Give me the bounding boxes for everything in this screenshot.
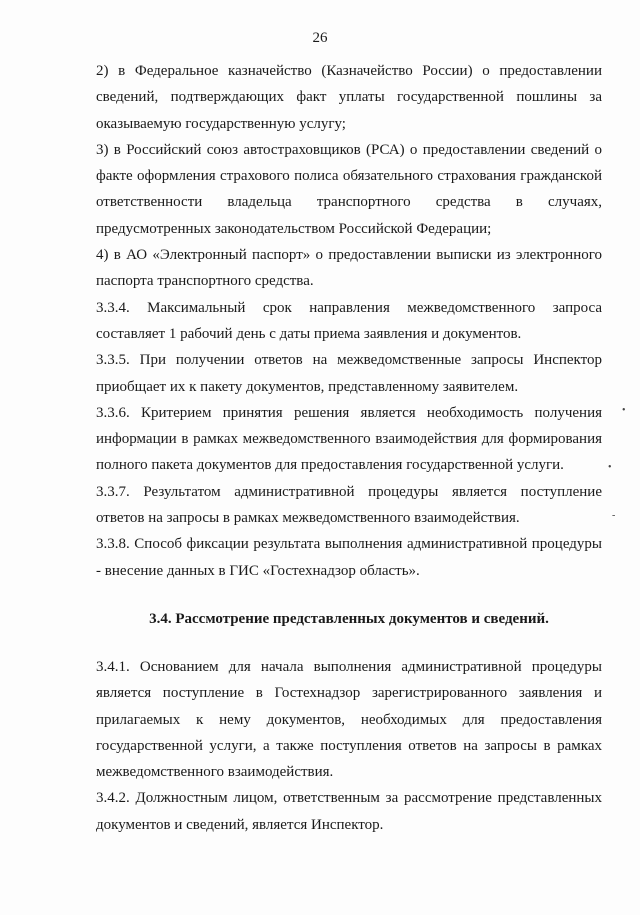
paragraph: [96, 785, 602, 838]
paragraph: [96, 242, 602, 295]
paragraph-line: 3.3.6. Критерием принятия решения является необходимость получения: [96, 404, 602, 421]
paragraph-line: информации в рамках межведомственного взаимодействия для формирования: [96, 431, 602, 448]
paragraph-line: ответственности владельца транспортного средства в случаях,: [96, 194, 602, 211]
paragraph-line: 3) в Российский союз автостраховщиков (РСА) о предоставлении сведений о: [96, 141, 602, 158]
paragraph-line: 3.3.8. Способ фиксации результата выполнения административной процедуры: [96, 536, 602, 553]
paragraph-line: оказываемую государственную услугу;: [96, 115, 346, 132]
paragraph: [96, 400, 602, 479]
paragraph-line: 2) в Федеральное казначейство (Казначейство России) о предоставлении: [96, 63, 602, 79]
paragraph: [96, 137, 602, 242]
paragraph-line: сведений, подтверждающих факт уплаты государственной пошлины за: [96, 89, 602, 106]
paragraph-line: - внесение данных в ГИС «Гостехнадзор область».: [96, 562, 420, 579]
paragraph-line: 4) в АО «Электронный паспорт» о предоставлении выписки из электронного: [96, 247, 602, 264]
paragraph: [96, 295, 602, 348]
paragraph: [96, 654, 602, 785]
paragraph: [96, 58, 602, 137]
paragraph-line: ответов на запросы в рамках межведомственного взаимодействия.: [96, 510, 520, 527]
paragraph-line: межведомственного взаимодействия.: [96, 764, 334, 781]
paragraph-line: 3.3.7. Результатом административной процедуры является поступление: [96, 483, 602, 500]
paragraph-line: составляет 1 рабочий день с даты приема заявления и документов.: [96, 325, 522, 342]
paragraph-line: полного пакета документов для предоставления государственной услуги.: [96, 457, 564, 474]
paragraphs-bottom: [96, 654, 602, 838]
page-number: 26: [312, 30, 328, 46]
paragraph-line: факте оформления страхового полиса обязательного страхования гражданской: [96, 168, 602, 185]
paragraphs-top: [96, 58, 602, 584]
paragraph: [96, 347, 602, 400]
paragraph-line: является поступление в Гостехнадзор зарегистрированного заявления и: [96, 685, 602, 702]
scan-speck: •: [608, 462, 612, 473]
document-body: [96, 58, 602, 838]
paragraph-line: государственной услуги, а также поступления ответов на запросы в рамках: [96, 737, 602, 754]
paragraph-line: предусмотренных законодательством Российской Федерации;: [96, 220, 492, 237]
paragraph-line: паспорта транспортного средства.: [96, 273, 314, 290]
section-heading: 3.4. Рассмотрение представленных документов и сведений.: [149, 610, 549, 627]
paragraph-line: 3.3.5. При получении ответов на межведомственные запросы Инспектор: [96, 352, 602, 369]
paragraph: [96, 531, 602, 584]
paragraph-line: 3.4.2. Должностным лицом, ответственным за рассмотрение представленных: [96, 790, 602, 807]
paragraph-line: 3.4.1. Основанием для начала выполнения административной процедуры: [96, 658, 602, 675]
paragraph-line: прилагаемых к нему документов, необходимых для предоставления: [96, 711, 602, 728]
scan-speck: •: [622, 405, 626, 416]
paragraph-line: приобщает их к пакету документов, представленному заявителем.: [96, 378, 519, 395]
paragraph: [96, 479, 602, 532]
paragraph-line: 3.3.4. Максимальный срок направления межведомственного запроса: [96, 299, 602, 316]
paragraph-line: документов и сведений, является Инспектор.: [96, 816, 384, 833]
scan-speck: -: [612, 510, 616, 521]
